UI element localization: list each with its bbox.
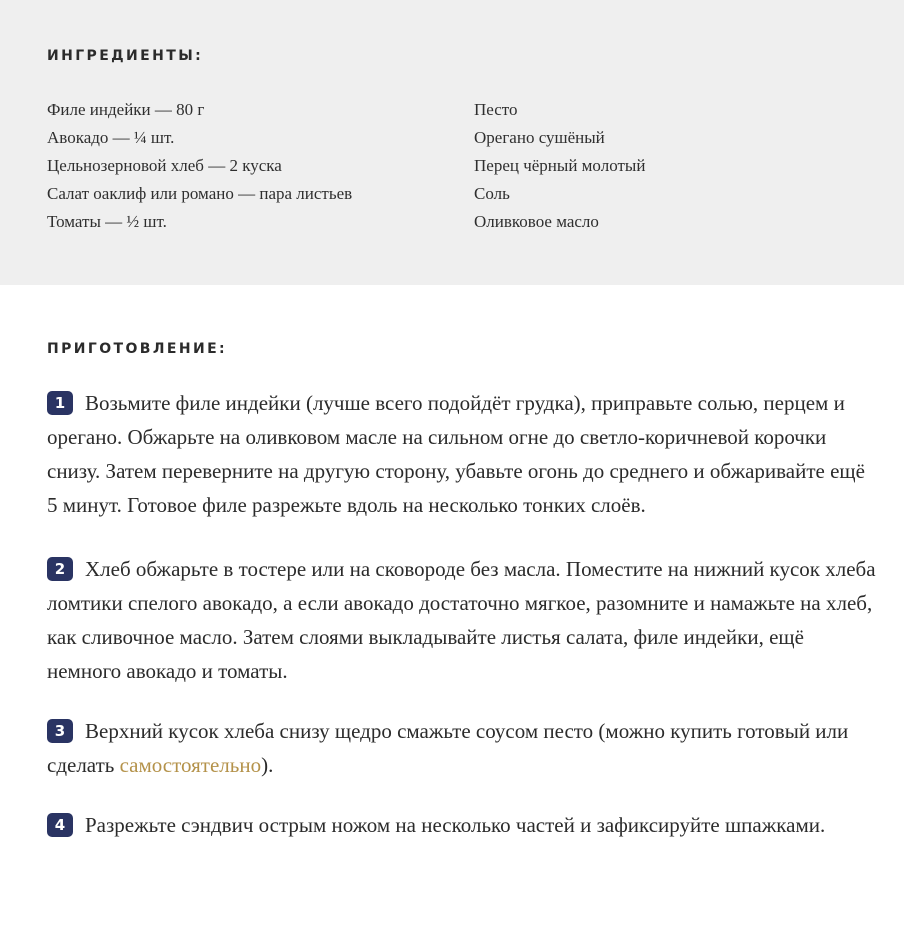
ingredient-item: Салат оаклиф или романо — пара листьев: [47, 184, 353, 203]
step-text: Хлеб обжарьте в тостере или на сковороде без масла. Поместите на нижний кусок хлеба ломтики спелого авокадо, а если авокадо достаточно мягкое, разомните и намажьте на хлеб, как сливочное масло. Затем слоями выкладывайте листья салата, филе индейки, ещё немного авокадо и томаты.: [47, 557, 876, 683]
step-2: [47, 552, 877, 688]
ingredient-item: Цельнозерновой хлеб — 2 куска: [47, 156, 282, 175]
ingredients-heading: ИНГРЕДИЕНТЫ:: [47, 48, 204, 64]
step-number-badge: 4: [47, 813, 73, 837]
ingredients-list-right: [474, 96, 874, 236]
preparation-steps: [47, 386, 877, 842]
ingredient-item: Авокадо — ¼ шт.: [47, 128, 175, 147]
pesto-recipe-link[interactable]: самостоятельно: [119, 753, 262, 777]
ingredient-item: Филе индейки — 80 г: [47, 100, 205, 119]
step-1: [47, 386, 877, 522]
ingredient-item: Оливковое масло: [474, 212, 599, 231]
step-text-end: ).: [261, 753, 274, 777]
ingredient-item: Томаты — ½ шт.: [47, 212, 167, 231]
preparation-heading: ПРИГОТОВЛЕНИЕ:: [47, 341, 228, 357]
step-3: [47, 714, 877, 782]
ingredients-panel: [0, 0, 904, 285]
ingredient-item: Песто: [474, 100, 518, 119]
ingredients-list-left: [47, 96, 457, 236]
ingredient-item: Перец чёрный молотый: [474, 156, 646, 175]
step-text: Возьмите филе индейки (лучше всего подойдёт грудка), приправьте солью, перцем и орегано. Обжарьте на оливковом масле на сильном огне до светло-коричневой корочки снизу. Затем переверните на другую сторону, убавьте огонь до среднего и обжаривайте ещё 5 минут. Готовое филе разрежьте вдоль на несколько тонких слоёв.: [47, 391, 865, 517]
ingredient-item: Орегано сушёный: [474, 128, 605, 147]
step-number-badge: 3: [47, 719, 73, 743]
step-text: Разрежьте сэндвич острым ножом на несколько частей и зафиксируйте шпажками.: [85, 813, 826, 837]
step-text: Верхний кусок хлеба снизу щедро смажьте соусом песто (можно купить готовый или сделать: [47, 719, 849, 777]
step-number-badge: 2: [47, 557, 73, 581]
ingredient-item: Соль: [474, 184, 510, 203]
step-4: [47, 808, 877, 842]
step-number-badge: 1: [47, 391, 73, 415]
